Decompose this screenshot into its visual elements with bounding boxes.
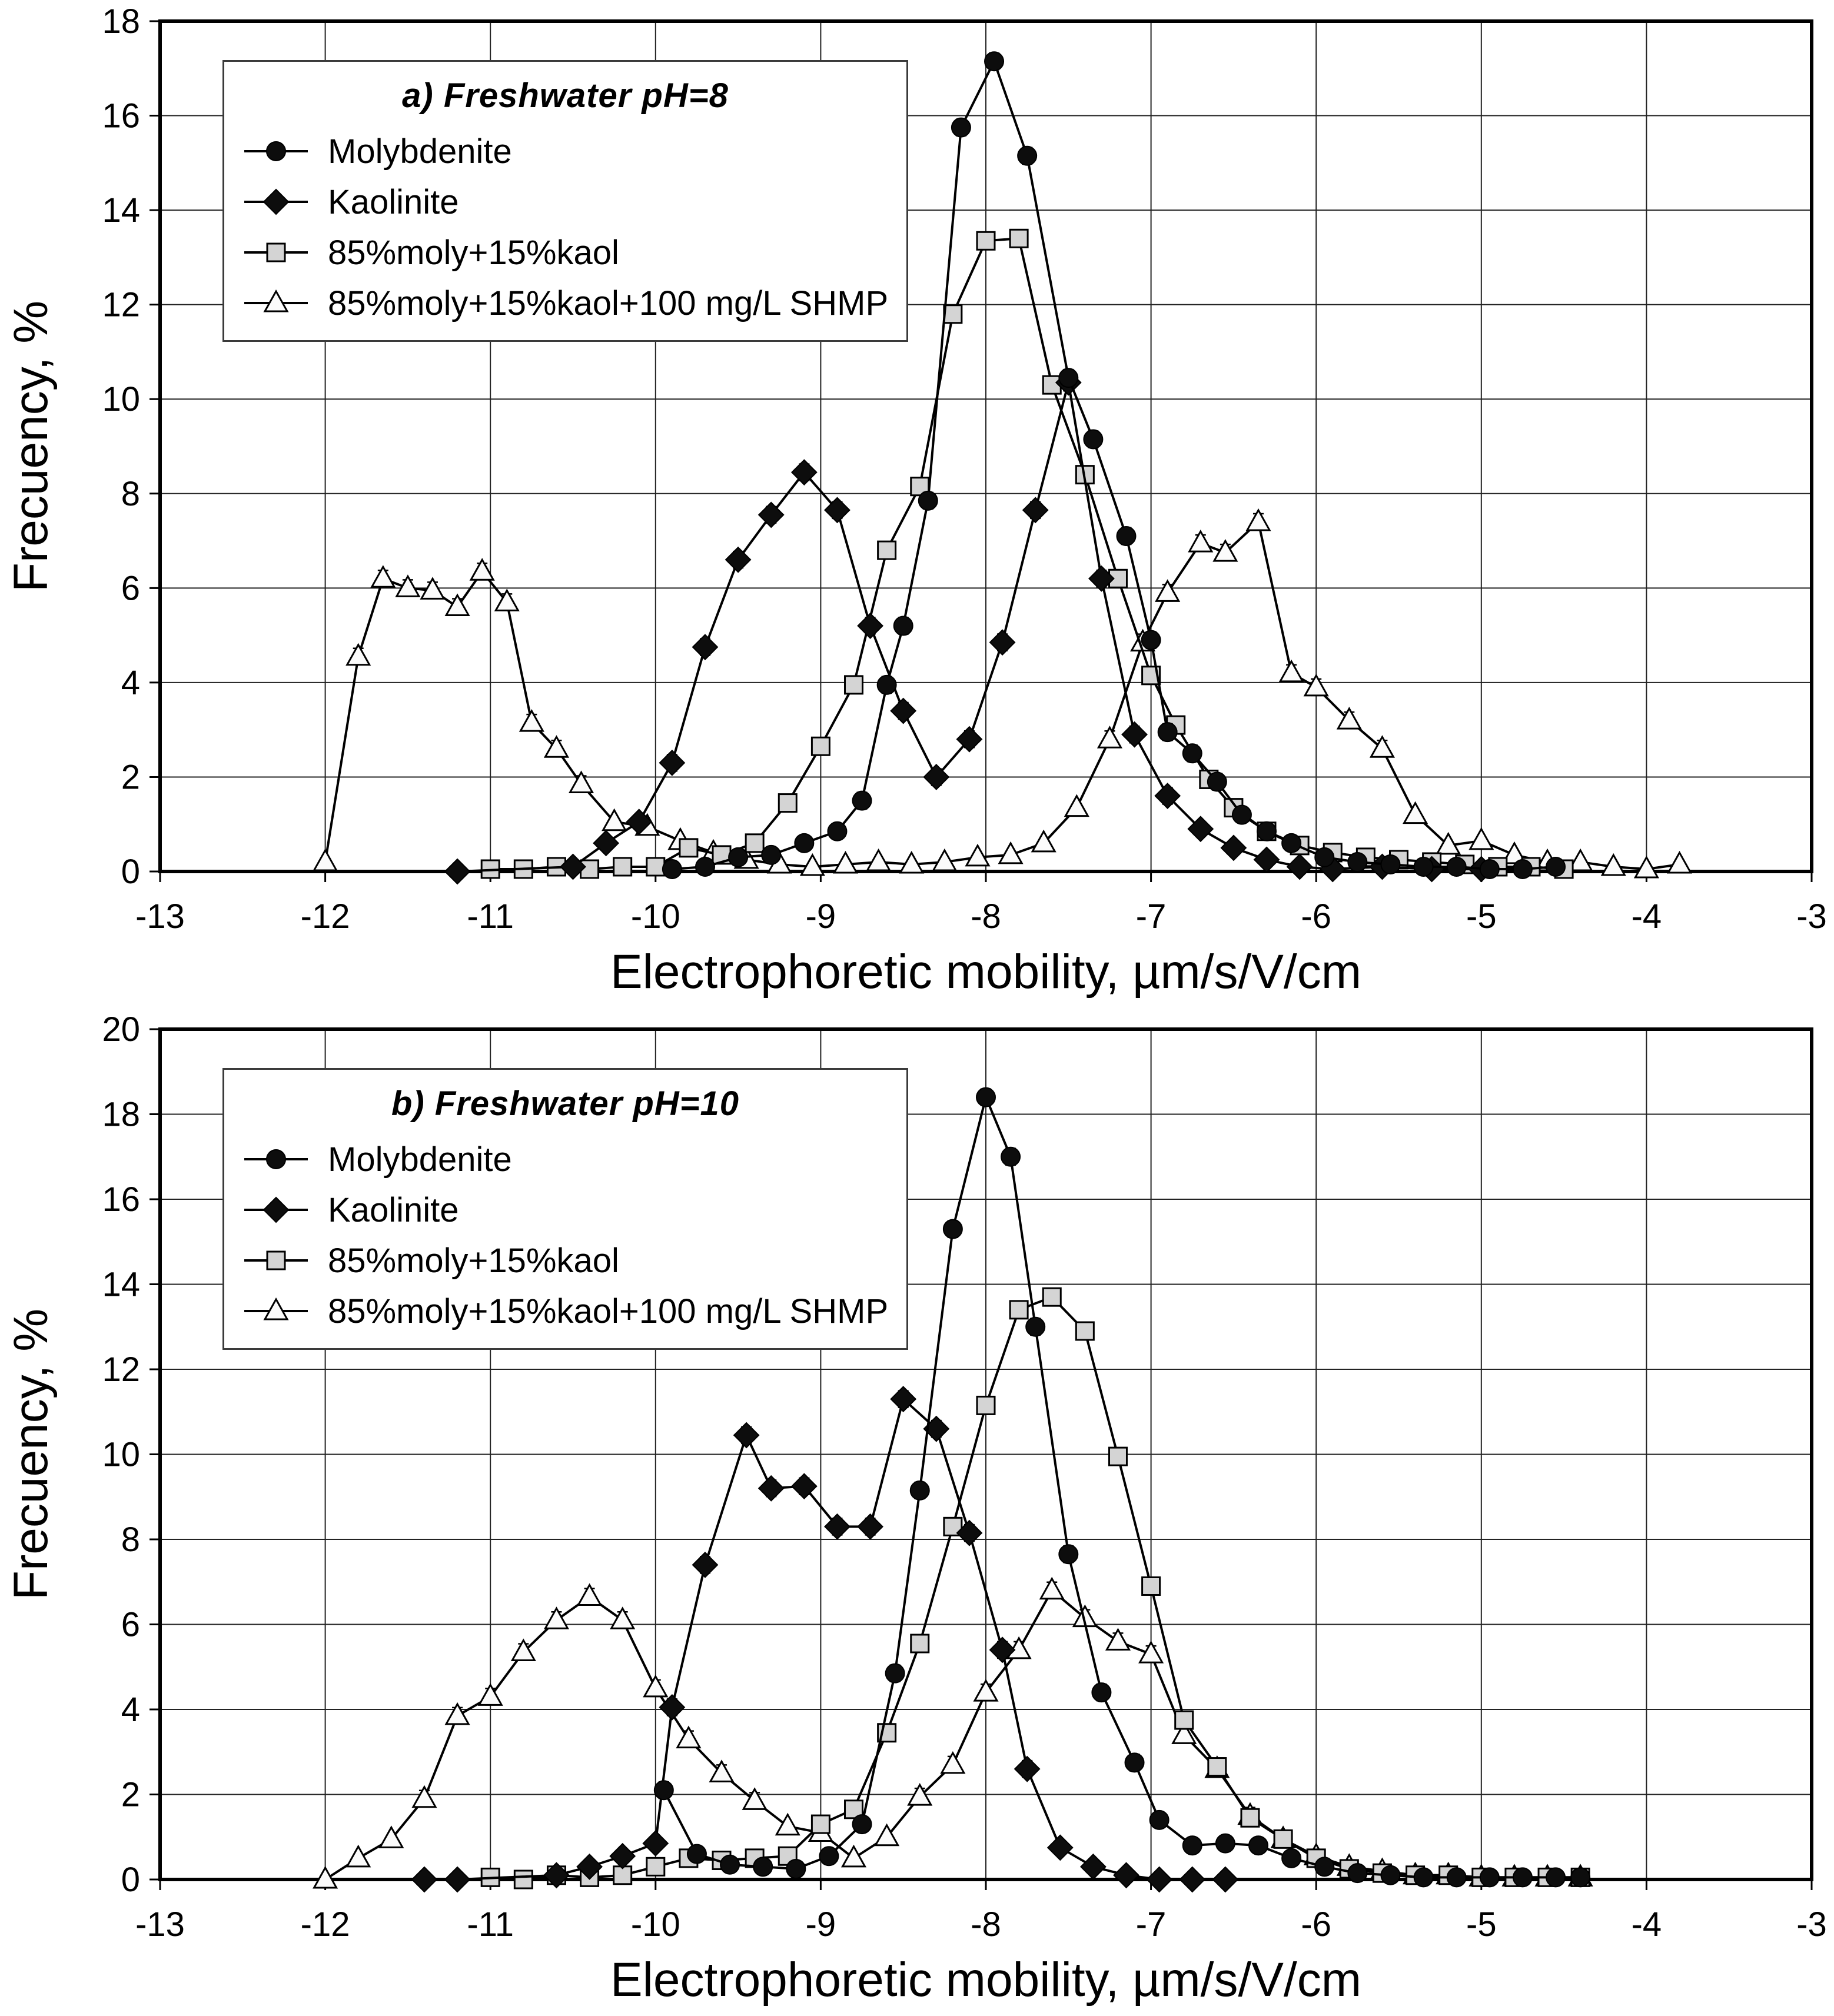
legend-item-kaolinite	[241, 1185, 890, 1235]
y-tick-label: 8	[121, 1521, 140, 1559]
y-tick-label: 18	[102, 1095, 140, 1134]
y-axis-title: Frecuency, %	[4, 300, 58, 593]
triangle-marker-icon	[241, 290, 311, 317]
x-tick-label: -3	[1796, 1905, 1827, 1944]
triangle-marker-icon	[241, 1298, 311, 1325]
legend-label: Molybdenite	[328, 132, 512, 171]
y-tick-label: 10	[102, 380, 140, 419]
legend-label: 85%moly+15%kaol+100 mg/L SHMP	[328, 284, 889, 322]
x-tick-label: -12	[300, 897, 350, 936]
legend-item-85-moly-15-kaol	[241, 227, 890, 278]
x-tick-label: -3	[1796, 897, 1827, 936]
x-tick-label: -13	[135, 1905, 185, 1944]
x-tick-label: -5	[1466, 1905, 1497, 1944]
x-tick-label: -13	[135, 897, 185, 936]
x-tick-label: -11	[467, 897, 514, 936]
x-tick-label: -7	[1135, 1905, 1167, 1944]
y-tick-label: 0	[121, 1861, 140, 1899]
y-tick-label: 6	[121, 1605, 140, 1644]
legend-item-molybdenite	[241, 126, 890, 177]
legend-label: 85%moly+15%kaol	[328, 233, 619, 272]
y-tick-label: 10	[102, 1435, 140, 1474]
chart-a-legend-title: a) Freshwater pH=8	[402, 76, 729, 115]
legend-item-kaolinite	[241, 177, 890, 227]
x-tick-label: -6	[1301, 1905, 1331, 1944]
x-tick-label: -4	[1631, 897, 1662, 936]
y-tick-label: 12	[102, 1350, 140, 1389]
x-tick-label: -9	[805, 1905, 836, 1944]
square-marker-icon	[241, 239, 311, 266]
chart-b-legend	[222, 1068, 908, 1350]
y-tick-label: 2	[121, 758, 140, 797]
legend-label: 85%moly+15%kaol+100 mg/L SHMP	[328, 1292, 889, 1330]
y-tick-label: 2	[121, 1775, 140, 1814]
x-tick-label: -8	[971, 897, 1001, 936]
y-tick-label: 4	[121, 663, 140, 702]
diamond-marker-icon	[241, 188, 311, 215]
y-tick-label: 16	[102, 97, 140, 135]
x-tick-label: -5	[1466, 897, 1497, 936]
y-tick-label: 12	[102, 285, 140, 324]
chart-b-legend-title: b) Freshwater pH=10	[391, 1084, 740, 1123]
legend-label: 85%moly+15%kaol	[328, 1241, 619, 1280]
diamond-marker-icon	[241, 1196, 311, 1223]
square-marker-icon	[241, 1247, 311, 1274]
legend-item-85-moly-15-kaol	[241, 1235, 890, 1286]
legend-label: Kaolinite	[328, 182, 459, 221]
x-tick-label: -9	[805, 897, 836, 936]
x-tick-label: -8	[971, 1905, 1001, 1944]
y-tick-label: 14	[102, 191, 140, 230]
series-85-moly-15-kaol-100-mg-l-shmp	[314, 510, 1691, 877]
y-tick-label: 16	[102, 1180, 140, 1219]
x-tick-label: -7	[1135, 897, 1167, 936]
x-tick-label: -10	[630, 897, 680, 936]
y-tick-label: 0	[121, 853, 140, 891]
x-axis-title: Electrophoretic mobility, µm/s/V/cm	[610, 1953, 1362, 2007]
y-tick-label: 18	[102, 2, 140, 41]
x-tick-label: -10	[630, 1905, 680, 1944]
y-tick-label: 4	[121, 1691, 140, 1729]
y-tick-label: 8	[121, 474, 140, 513]
legend-label: Molybdenite	[328, 1140, 512, 1179]
legend-item-85-moly-15-kaol-100-mg-l-shmp	[241, 1286, 890, 1336]
x-tick-label: -6	[1301, 897, 1331, 936]
x-tick-label: -12	[300, 1905, 350, 1944]
circle-marker-icon	[241, 1146, 311, 1173]
circle-marker-icon	[241, 138, 311, 165]
chart-a-legend-items	[241, 126, 890, 328]
legend-item-molybdenite	[241, 1134, 890, 1185]
chart-a-legend	[222, 60, 908, 342]
x-tick-label: -4	[1631, 1905, 1662, 1944]
x-axis-title: Electrophoretic mobility, µm/s/V/cm	[610, 945, 1362, 999]
chart-panel-b	[0, 1008, 1834, 2016]
y-axis-title: Frecuency, %	[4, 1308, 58, 1601]
y-tick-label: 6	[121, 569, 140, 608]
y-tick-label: 14	[102, 1265, 140, 1304]
chart-b-legend-items	[241, 1134, 890, 1336]
legend-item-85-moly-15-kaol-100-mg-l-shmp	[241, 278, 890, 328]
x-tick-label: -11	[467, 1905, 514, 1944]
legend-label: Kaolinite	[328, 1190, 459, 1229]
y-tick-label: 20	[102, 1010, 140, 1049]
series-85-moly-15-kaol	[481, 1288, 1589, 1888]
